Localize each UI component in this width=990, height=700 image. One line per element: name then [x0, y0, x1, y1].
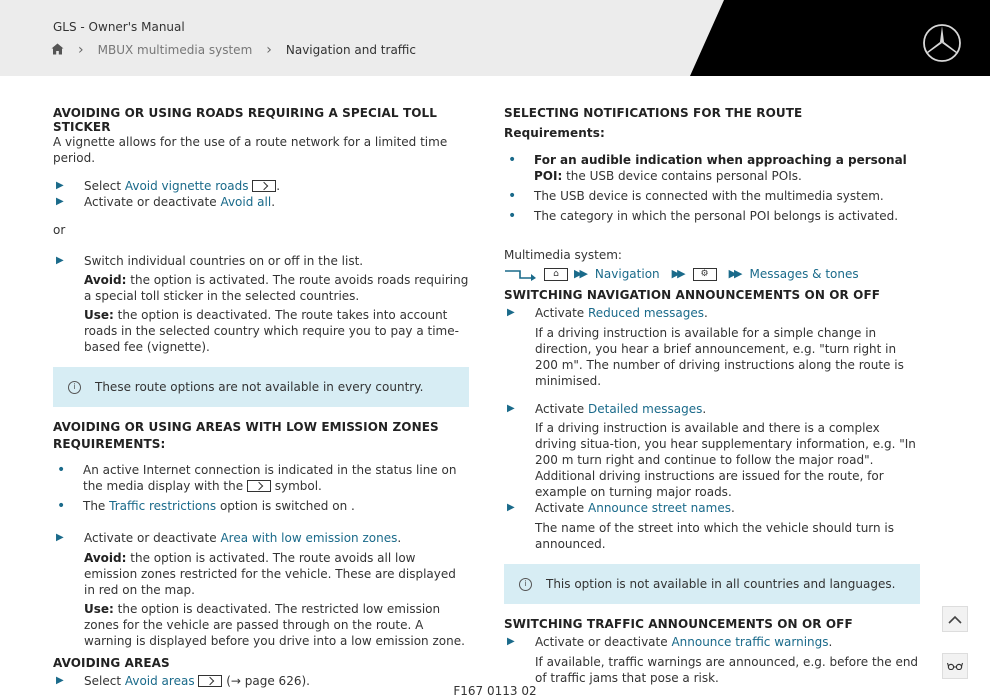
section-title: SWITCHING TRAFFIC ANNOUNCEMENTS ON OR OFF	[504, 617, 853, 631]
internet-symbol-icon	[247, 480, 271, 492]
list-item: ▶ Activate Detailed messages.	[507, 402, 707, 416]
triangle-bullet-icon: ▶	[507, 307, 515, 318]
triangle-bullet-icon: ▶	[56, 196, 64, 207]
glasses-icon	[947, 662, 963, 670]
list-item: ▶ Activate Reduced messages.	[507, 306, 708, 320]
triangle-bullet-icon: ▶	[507, 403, 515, 414]
footer-code: F167 0113 02	[453, 684, 537, 698]
list-item: ▶ Activate or deactivate Area with low emission zones.	[56, 531, 402, 545]
list-item: ▶ Select Avoid areas (→ page 626).	[56, 674, 310, 688]
section-title: AVOIDING AREAS	[53, 656, 170, 670]
announce-traffic-warnings-link[interactable]: Announce traffic warnings	[671, 635, 829, 649]
triangle-bullet-icon: ▶	[507, 636, 515, 647]
double-chevron-icon: ▶▶	[574, 267, 585, 280]
mercedes-star-icon	[922, 23, 962, 63]
messages-tones-link[interactable]: Messages & tones	[749, 267, 859, 281]
dot-bullet-icon: •	[508, 188, 517, 204]
avoid-all-link[interactable]: Avoid all	[220, 195, 272, 209]
list-item: • The Traffic restrictions option is switched on .	[57, 498, 355, 514]
low-emission-zones-link[interactable]: Area with low emission zones	[220, 531, 398, 545]
section-title: SWITCHING NAVIGATION ANNOUNCEMENTS ON OR OFF	[504, 288, 881, 302]
manual-title: GLS - Owner's Manual	[53, 20, 185, 34]
chevron-right-icon: ›	[266, 42, 272, 58]
home-key-icon: ⌂	[544, 268, 568, 281]
breadcrumb	[51, 42, 416, 58]
page-reference[interactable]: (→ page 626).	[222, 674, 310, 688]
detailed-messages-link[interactable]: Detailed messages	[588, 402, 703, 416]
triangle-bullet-icon: ▶	[56, 675, 64, 686]
option-description: If a driving instruction is available for a simple change in direction, you hear a brief announcement, e.g. "turn right in 200 m". The number of driving instructions along the route is minimised.	[535, 326, 904, 388]
chevron-right-icon: ›	[78, 42, 84, 58]
list-item: ▶ Activate or deactivate Announce traffic warnings.	[507, 635, 833, 649]
next-key-icon	[252, 180, 276, 192]
use-description: Use: the option is deactivated. The route takes into account roads in the selected country which require you to pay a time-based fee (vignette).	[84, 308, 459, 354]
list-item: ▶ Switch individual countries on or off in the list.	[56, 254, 364, 268]
section-title: SELECTING NOTIFICATIONS FOR THE ROUTE	[504, 106, 803, 120]
requirements-label: REQUIREMENTS:	[53, 437, 166, 451]
dot-bullet-icon: •	[508, 152, 517, 168]
reduced-messages-link[interactable]: Reduced messages	[588, 306, 704, 320]
list-item: • The category in which the personal POI belongs is activated.	[508, 208, 899, 224]
info-box: i These route options are not available in every country.	[53, 367, 469, 407]
avoid-description: Avoid: the option is activated. The route avoids roads requiring a special toll sticker in the selected countries.	[84, 273, 469, 303]
info-icon: i	[68, 381, 81, 394]
dot-bullet-icon: •	[57, 498, 66, 514]
triangle-bullet-icon: ▶	[56, 532, 64, 543]
triangle-bullet-icon: ▶	[56, 255, 64, 266]
list-item: • The USB device is connected with the multimedia system.	[508, 188, 884, 204]
left-column	[53, 106, 469, 689]
double-chevron-icon: ▶▶	[671, 267, 683, 280]
list-item: • An active Internet connection is indicated in the status line on the media display with the symbol.	[57, 462, 457, 493]
requirements-label: Requirements:	[504, 126, 605, 140]
avoid-areas-link[interactable]: Avoid areas	[124, 674, 195, 688]
info-box: i This option is not available in all countries and languages.	[504, 564, 920, 604]
chevron-up-icon	[948, 615, 962, 624]
triangle-bullet-icon: ▶	[507, 502, 515, 513]
back-to-top-button[interactable]	[942, 606, 968, 632]
section-description: A vignette allows for the use of a route network for a limited time period.	[53, 135, 448, 165]
option-description: The name of the street into which the vehicle should turn is announced.	[535, 521, 895, 551]
traffic-restrictions-link[interactable]: Traffic restrictions	[109, 499, 217, 513]
glasses-button[interactable]	[942, 653, 968, 679]
list-item: • For an audible indication when approaching a personal POI: the USB device contains personal POIs.	[508, 152, 907, 183]
settings-key-icon: ⚙	[693, 268, 717, 281]
dot-bullet-icon: •	[57, 462, 66, 478]
use-description: Use: the option is deactivated. The restricted low emission zones for the vehicle are passed through on the route. A warning is displayed before you drive into a low emission zone.	[84, 602, 465, 648]
double-chevron-icon: ▶▶	[728, 267, 740, 280]
navigation-link[interactable]: Navigation	[594, 267, 660, 281]
right-column	[504, 106, 920, 686]
or-text: or	[53, 223, 66, 237]
navigation-path	[504, 266, 920, 282]
home-icon[interactable]	[51, 43, 64, 58]
option-description: If available, traffic warnings are announced, e.g. before the end of traffic jams that pose a risk.	[535, 655, 919, 685]
list-item: ▶ Select Avoid vignette roads .	[56, 179, 281, 193]
section-title: AVOIDING OR USING ROADS REQUIRING A SPECIAL TOLL STICKER	[53, 106, 438, 134]
avoid-description: Avoid: the option is activated. The route avoids all low emission zones restricted for the vehicle. These are displayed in red on the map.	[84, 551, 456, 597]
triangle-bullet-icon: ▶	[56, 180, 64, 191]
arrow-right-icon	[504, 268, 538, 281]
list-item: ▶ Activate Announce street names.	[507, 501, 735, 515]
breadcrumb-item-current: Navigation and traffic	[285, 43, 416, 57]
multimedia-label: Multimedia system:	[504, 248, 622, 262]
page-header	[0, 0, 990, 76]
option-description: If a driving instruction is available and there is a complex driving situa-tion, you hear supplementary information, e.g. "In 200 m turn right and continue to follow the major road". Additional driving instructions are issued for the route, for example on turning major roads.	[535, 421, 916, 499]
announce-street-names-link[interactable]: Announce street names	[588, 501, 731, 515]
dot-bullet-icon: •	[508, 208, 517, 224]
info-icon: i	[519, 578, 532, 591]
breadcrumb-item-mbux[interactable]: MBUX multimedia system	[97, 43, 253, 57]
list-item: ▶ Activate or deactivate Avoid all.	[56, 195, 276, 209]
section-title: AVOIDING OR USING AREAS WITH LOW EMISSION ZONES	[53, 420, 439, 434]
avoid-vignette-roads-link[interactable]: Avoid vignette roads	[124, 179, 249, 193]
